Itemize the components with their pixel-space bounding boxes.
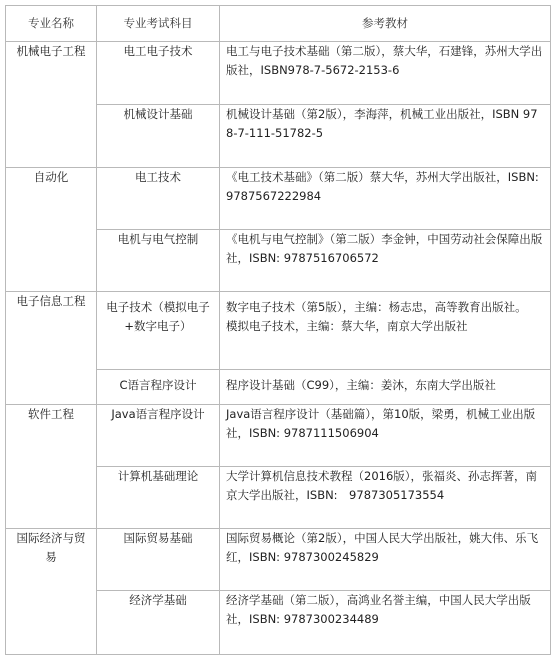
major-cell: 电子信息工程	[6, 292, 97, 405]
subject-cell: Java语言程序设计	[97, 405, 220, 467]
book-cell: 经济学基础（第二版），高鸿业名誉主编，中国人民大学出版社，ISBN: 9787300234489	[220, 591, 551, 655]
table-row	[6, 42, 551, 105]
table-row	[6, 168, 551, 230]
book-cell: Java语言程序设计（基础篇），第10版，梁勇，机械工业出版社，ISBN: 9787111506904	[220, 405, 551, 467]
table-row	[6, 292, 551, 370]
book-cell: 机械设计基础（第2版），李海萍，机械工业出版社，ISBN 978-7-111-51782-5	[220, 105, 551, 168]
book-cell: 大学计算机信息技术教程（2016版），张福炎、孙志挥著，南京大学出版社，ISBN: 9787305173554	[220, 467, 551, 529]
book-cell: 国际贸易概论（第2版），中国人民大学出版社，姚大伟、乐飞红，ISBN: 9787300245829	[220, 529, 551, 591]
major-cell: 软件工程	[6, 405, 97, 529]
book-line: 数字电子技术（第5版），主编：杨志忠，高等教育出版社。	[226, 300, 527, 314]
subject-cell: 计算机基础理论	[97, 467, 220, 529]
header-book: 参考教材	[220, 6, 551, 42]
book-cell: 电工与电子技术基础（第二版），蔡大华，石建锋，苏州大学出版社，ISBN978-7-5672-2153-6	[220, 42, 551, 105]
subject-cell: 国际贸易基础	[97, 529, 220, 591]
header-subject: 专业考试科目	[97, 6, 220, 42]
textbook-table	[5, 5, 551, 655]
table-row	[6, 529, 551, 591]
subject-cell: 电机与电气控制	[97, 230, 220, 292]
book-cell: 程序设计基础（C99），主编：姜沐，东南大学出版社	[220, 370, 551, 405]
book-cell: 《电工技术基础》（第二版）蔡大华，苏州大学出版社，ISBN: 9787567222984	[220, 168, 551, 230]
subject-cell: 机械设计基础	[97, 105, 220, 168]
subject-cell: 经济学基础	[97, 591, 220, 655]
table-header-row	[6, 6, 551, 42]
subject-cell: C语言程序设计	[97, 370, 220, 405]
book-line: 模拟电子技术，主编：蔡大华，南京大学出版社	[226, 319, 468, 333]
subject-cell: 电子技术（模拟电子+数字电子）	[97, 292, 220, 370]
major-cell: 国际经济与贸易	[6, 529, 97, 655]
book-cell	[220, 292, 551, 370]
header-major: 专业名称	[6, 6, 97, 42]
table-row	[6, 405, 551, 467]
major-cell: 机械电子工程	[6, 42, 97, 168]
subject-cell: 电工电子技术	[97, 42, 220, 105]
book-cell: 《电机与电气控制》（第二版）李金钟，中国劳动社会保障出版社，ISBN: 9787516706572	[220, 230, 551, 292]
major-cell: 自动化	[6, 168, 97, 292]
subject-cell: 电工技术	[97, 168, 220, 230]
